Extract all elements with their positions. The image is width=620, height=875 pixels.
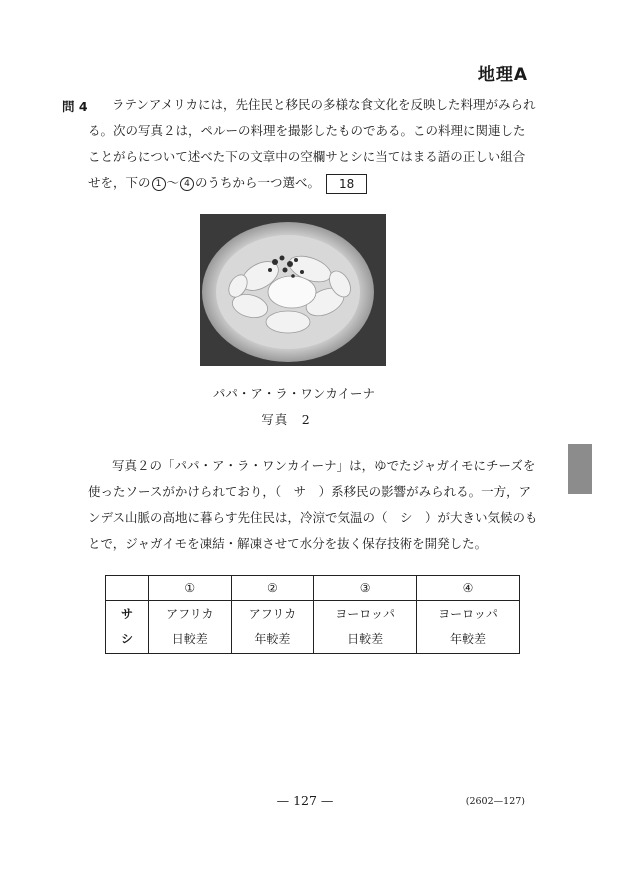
choice-4-cell <box>417 601 520 654</box>
photo-label: 写真 2 <box>261 412 311 427</box>
row-labels-cell <box>106 601 149 654</box>
choice-2-sa: アフリカ <box>248 607 297 621</box>
row-label-sa: サ <box>120 607 133 621</box>
choice-1-shi: 日較差 <box>171 632 208 646</box>
table-header-row <box>106 576 520 601</box>
choice-2-header: ② <box>231 576 314 601</box>
choice-1-cell <box>149 601 232 654</box>
choice-to-circled-number: 4 <box>180 177 194 191</box>
photo-caption: パパ・ア・ラ・ワンカイーナ <box>212 386 376 401</box>
choice-3-cell <box>314 601 417 654</box>
question-line-3: ことがらについて述べた下の文章中の空欄サとシに当てはまる語の正しい組合 <box>88 149 526 164</box>
choice-3-shi: 日較差 <box>347 632 384 646</box>
dish-photo <box>200 214 386 366</box>
choice-4-sa: ヨーロッパ <box>438 607 498 621</box>
passage-line-3: ンデス山脈の高地に暮らす先住民は，冷涼で気温の（ シ ）が大きい気候のも <box>88 510 538 525</box>
passage-line-1: 写真２の「パパ・ア・ラ・ワンカイーナ」は，ゆでたジャガイモにチーズを <box>112 458 536 473</box>
question-line-1: ラテンアメリカには，先住民と移民の多様な食文化を反映した料理がみられ <box>112 97 536 112</box>
answer-number-box: 18 <box>326 174 367 194</box>
question-line-4 <box>88 173 367 194</box>
choice-3-sa: ヨーロッパ <box>335 607 396 621</box>
table-corner-cell <box>106 576 149 601</box>
answer-choices-table <box>105 575 520 654</box>
choice-3-header: ③ <box>314 576 417 601</box>
document-code: (2602—127) <box>465 796 525 807</box>
subject-title: 地理A <box>477 65 528 85</box>
question-line-2: る。次の写真２は，ペルーの料理を撮影したものである。この料理に関連した <box>88 123 526 138</box>
question-line-4-after: のうちから一つ選べ。 <box>195 175 321 190</box>
choice-2-shi: 年較差 <box>254 632 291 646</box>
choice-range-tilde: ～ <box>166 175 180 190</box>
question-label: 問 4 <box>62 99 88 114</box>
page-edge-tab <box>568 444 592 494</box>
choice-from-circled-number: 1 <box>152 177 166 191</box>
row-label-shi: シ <box>120 632 133 646</box>
choice-1-sa: アフリカ <box>166 607 214 621</box>
passage-line-4: とで，ジャガイモを凍結・解凍させて水分を抜く保存技術を開発した。 <box>88 536 488 551</box>
table-row <box>106 601 520 654</box>
passage-line-2: 使ったソースがかけられており，（ サ ）系移民の影響がみられる。一方，ア <box>88 484 532 499</box>
choice-4-header: ④ <box>417 576 520 601</box>
page-number: — 127 — <box>276 793 334 808</box>
choice-1-header: ① <box>149 576 232 601</box>
choice-2-cell <box>231 601 314 654</box>
choice-4-shi: 年較差 <box>450 632 487 646</box>
question-line-4-before: せを，下の <box>88 175 151 190</box>
